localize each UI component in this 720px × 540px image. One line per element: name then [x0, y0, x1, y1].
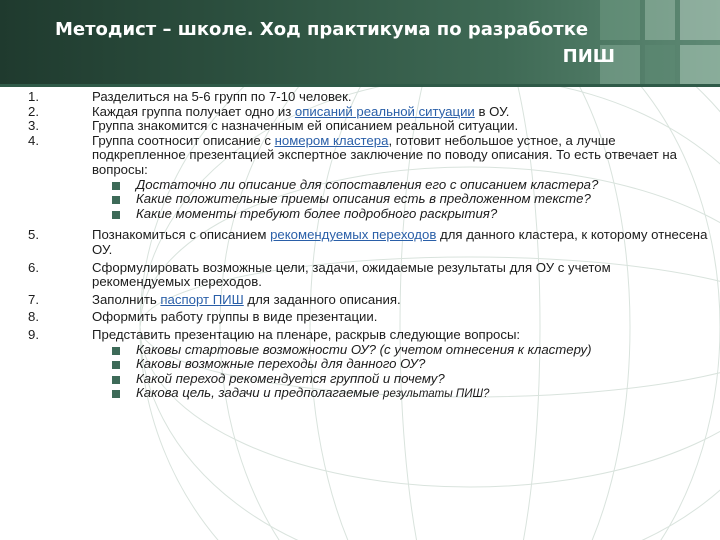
- text-fragment: результаты ПИШ?: [383, 388, 490, 401]
- list-item-number: 1.: [28, 89, 39, 104]
- list-item-number: 5.: [28, 227, 39, 243]
- text-fragment: в ОУ.: [474, 103, 510, 119]
- square-bullet-icon: [112, 196, 120, 204]
- square-bullet-icon: [112, 182, 120, 190]
- practicum-steps-list: [28, 90, 708, 402]
- sub-item-text: [136, 386, 708, 402]
- decorative-square: [645, 0, 675, 40]
- list-item-text: Представить презентацию на пленаре, раскрыв следующие вопросы:: [92, 326, 521, 342]
- square-bullet-icon: [112, 347, 120, 355]
- sub-item: [88, 386, 708, 402]
- list-item-text: Разделиться на 5-6 групп по 7-10 человек.: [92, 89, 352, 104]
- slide-header: [0, 0, 720, 84]
- list-item-text: [92, 293, 708, 308]
- list-item: [28, 134, 708, 178]
- sub-item-text: Какие положительные приемы описания есть в предложенном тексте?: [136, 191, 591, 207]
- text-fragment: Познакомиться с описанием: [92, 227, 271, 243]
- sub-item: [88, 192, 708, 207]
- list-item-text: Группа знакомится с назначенным ей описанием реальной ситуации.: [92, 118, 519, 134]
- situation-descriptions-link[interactable]: описаний реальной ситуации: [294, 103, 475, 119]
- sub-item-text: Достаточно ли описание для сопоставления его с описанием кластера?: [136, 176, 599, 192]
- decorative-square: [645, 45, 675, 84]
- list-item-text: [92, 134, 708, 178]
- sub-item-text: Какие моменты требуют более подробного раскрытия?: [136, 205, 498, 221]
- list-item: [28, 228, 708, 257]
- square-bullet-icon: [112, 361, 120, 369]
- list-item-number: 2.: [28, 103, 39, 119]
- text-fragment: Группа соотносит описание с: [92, 132, 275, 148]
- list-item: [28, 119, 708, 134]
- list-item-text: [92, 105, 708, 120]
- square-bullet-icon: [112, 376, 120, 384]
- list-item: [28, 105, 708, 120]
- list-item: [28, 310, 708, 325]
- sub-item-text: Каковы стартовые возможности ОУ? (с учетом отнесения к кластеру): [136, 341, 592, 357]
- slide-title-line2: ПИШ: [562, 46, 615, 67]
- text-fragment: Каждая группа получает одно из: [92, 103, 295, 119]
- slide-title: [55, 16, 615, 70]
- recommended-transitions-link[interactable]: рекомендуемых переходов: [270, 227, 437, 243]
- sub-item: [88, 357, 708, 372]
- square-bullet-icon: [112, 211, 120, 219]
- sub-item-text: Каковы возможные переходы для данного ОУ?: [136, 356, 426, 372]
- list-item-number: 9.: [28, 326, 39, 342]
- text-fragment: Заполнить: [92, 291, 161, 307]
- square-bullet-icon: [112, 390, 120, 398]
- sub-item-text: Какой переход рекомендуется группой и почему?: [136, 370, 445, 386]
- list-item-text: Оформить работу группы в виде презентации.: [92, 309, 378, 325]
- sub-item: [88, 372, 708, 387]
- pish-passport-link[interactable]: паспорт ПИШ: [160, 291, 244, 307]
- list-item: [28, 261, 708, 290]
- text-fragment: для данного кластера, к которому отнесена ОУ.: [92, 227, 708, 257]
- text-fragment: для заданного описания.: [243, 291, 401, 307]
- text-fragment: Какова цель, задачи и предполагаемые: [136, 385, 384, 401]
- sub-item: [88, 343, 708, 358]
- list-item-number: 8.: [28, 309, 39, 325]
- list-item-number: 3.: [28, 118, 39, 134]
- cluster-number-link[interactable]: номером кластера: [274, 132, 389, 148]
- list-item: [28, 90, 708, 105]
- slide-title-line1: Методист – школе. Ход практикума по разработке: [55, 19, 589, 40]
- sub-item: [88, 178, 708, 193]
- list-item: [28, 328, 708, 343]
- list-item-number: 6.: [28, 259, 39, 275]
- list-item-text: Сформулировать возможные цели, задачи, ожидаемые результаты для ОУ с учетом рекомендуемых переходов.: [92, 259, 611, 290]
- text-fragment: , готовит небольшое устное, а лучше подкрепленное презентацией экспертное заключение по поводу описания. То есть отвечает на вопросы:: [92, 132, 677, 177]
- list-item-number: 4.: [28, 132, 39, 148]
- list-item: [28, 293, 708, 308]
- decorative-square: [680, 0, 720, 40]
- sub-item: [88, 207, 708, 222]
- list-item-number: 7.: [28, 291, 39, 307]
- decorative-square: [680, 45, 720, 84]
- list-item-text: [92, 228, 708, 257]
